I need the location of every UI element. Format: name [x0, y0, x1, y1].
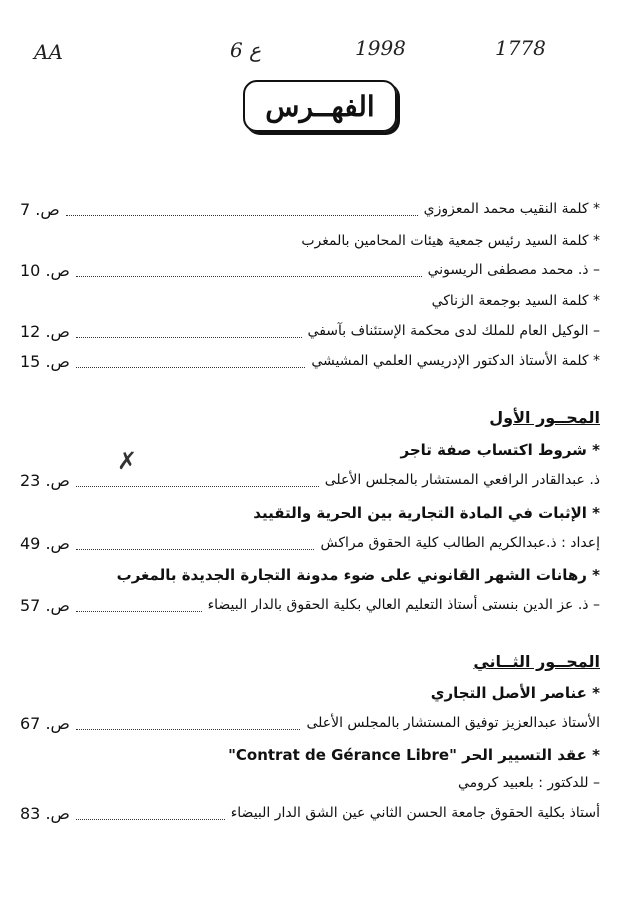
leader-dots [76, 537, 315, 550]
page-prefix: ص. [40, 803, 70, 823]
toc-entry [20, 680, 600, 706]
toc-entry [20, 437, 600, 463]
page-value: 23 [20, 470, 41, 490]
page-number [20, 596, 70, 615]
toc-entry [20, 562, 600, 588]
toc-entry [20, 800, 620, 826]
page-number [20, 261, 70, 280]
leader-dots [76, 599, 202, 612]
section-heading: المحــور الثــاني [473, 652, 600, 671]
toc-entry [20, 770, 620, 796]
handwritten-note-left: AA [34, 40, 63, 64]
page-prefix: ص. [30, 199, 60, 219]
toc-entry-text: إعداد : ذ.عبدالكريم الطالب كلية الحقوق مراكش [320, 535, 600, 551]
page-number [20, 804, 70, 823]
toc-entry [20, 257, 620, 283]
leader-dots [76, 807, 225, 820]
handwritten-note-year: 1998 [355, 36, 406, 60]
page-number [20, 322, 70, 341]
leader-dots [76, 264, 422, 277]
toc-entry-text: * كلمة النقيب محمد المعزوزي [423, 201, 600, 217]
page-number [20, 200, 60, 219]
toc-entry [20, 592, 620, 618]
toc-entry-text: * كلمة السيد بوجمعة الزناكي [431, 293, 600, 309]
toc-entry-text: – ذ. محمد مصطفى الريسوني [427, 262, 600, 278]
leader-dots [66, 203, 418, 216]
title-box [243, 80, 397, 132]
toc-entry-text: الأستاذ عبدالعزيز توفيق المستشار بالمجلس الأعلى [306, 715, 600, 731]
toc-entry-text: – ذ. عز الدين بنستى أستاذ التعليم العالي بكلية الحقوق بالدار البيضاء [207, 597, 600, 613]
page-value: 10 [20, 260, 41, 280]
handwritten-note-right: 1778 [495, 36, 546, 60]
leader-dots [76, 325, 302, 338]
toc-entry [20, 348, 600, 374]
toc-entry [20, 228, 600, 254]
toc-entry [20, 742, 600, 768]
toc-entry-text: * الإثبات في المادة التجارية بين الحرية والتقييد [253, 504, 600, 522]
toc-entry [20, 467, 620, 493]
handwritten-note-mid: 6 ع [230, 38, 262, 62]
page-number [20, 471, 70, 490]
toc-entry-text: * شروط اكتساب صفة تاجر [400, 441, 600, 459]
page-number [20, 714, 70, 733]
page-prefix: ص. [40, 595, 70, 615]
leader-dots [76, 717, 301, 730]
toc-entry-text: * كلمة السيد رئيس جمعية هيئات المحامين بالمغرب [301, 233, 600, 249]
page-number [20, 352, 70, 371]
toc-entry [20, 530, 620, 556]
page-title: الفهــرس [265, 89, 375, 123]
page-prefix: ص. [40, 470, 70, 490]
toc-entry [20, 288, 600, 314]
toc-entry-text: * عقد التسيير الحر "Contrat de Gérance Libre" [228, 746, 600, 764]
toc-entry-text: * رهانات الشهر القانوني على ضوء مدونة التجارة الجديدة بالمغرب [116, 566, 600, 584]
toc-entry [20, 500, 600, 526]
page-value: 49 [20, 533, 41, 553]
toc-entry-text: ذ. عبدالقادر الرافعي المستشار بالمجلس الأعلى [324, 472, 600, 488]
section-heading: المحــور الأول [489, 408, 600, 427]
toc-entry-text: – للدكتور : بلعبيد كرومي [457, 775, 600, 791]
toc-entry-text: – الوكيل العام للملك لدى محكمة الإستئناف بآسفي [307, 323, 600, 339]
toc-entry [20, 318, 620, 344]
toc-entry-text: أستاذ بكلية الحقوق جامعة الحسن الثاني عين الشق الدار البيضاء [230, 805, 600, 821]
page-value: 67 [20, 713, 41, 733]
page-prefix: ص. [40, 713, 70, 733]
page-prefix: ص. [40, 321, 70, 341]
toc-entry [20, 196, 600, 222]
page-value: 57 [20, 595, 41, 615]
page-prefix: ص. [40, 351, 70, 371]
check-mark: ✗ [117, 447, 138, 475]
page-value: 7 [20, 199, 31, 219]
leader-dots [76, 474, 319, 487]
toc-entry-text: * عناصر الأصل التجاري [430, 684, 600, 702]
page-value: 83 [20, 803, 41, 823]
page-value: 15 [20, 351, 41, 371]
page-prefix: ص. [40, 260, 70, 280]
toc-entry [20, 710, 620, 736]
page-prefix: ص. [40, 533, 70, 553]
page-value: 12 [20, 321, 41, 341]
page-number [20, 534, 70, 553]
leader-dots [76, 355, 305, 368]
toc-entry-text: * كلمة الأستاذ الدكتور الإدريسي العلمي المشيشي [311, 353, 600, 369]
